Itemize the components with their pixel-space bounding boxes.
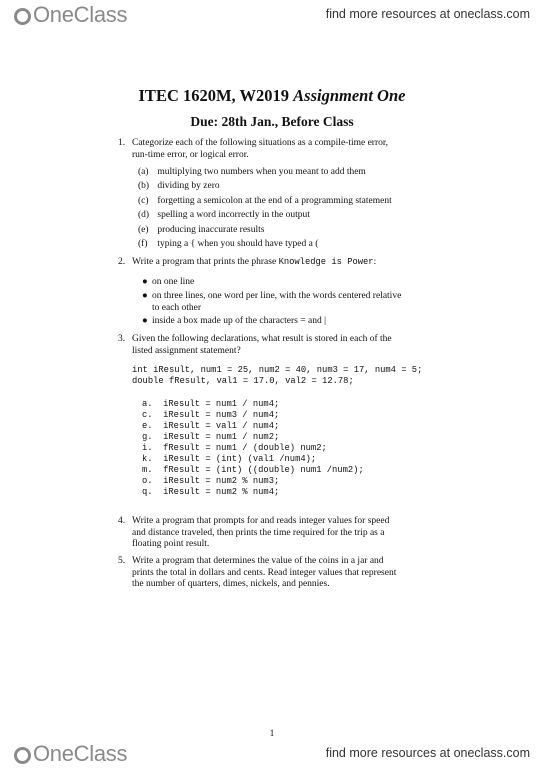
code-line: k. iResult = (int) (val1 /num4);	[142, 454, 317, 464]
list-item: (b) dividing by zero	[138, 181, 220, 191]
list-item: (d) spelling a word incorrectly in the output	[138, 210, 310, 220]
bullet-icon: ●	[142, 316, 148, 326]
code-phrase: Knowledge is Power	[278, 257, 374, 267]
code-line: q. iResult = num2 % num4;	[142, 487, 280, 497]
course-title: ITEC 1620M, W2019	[138, 86, 294, 105]
logo-text: OneClass	[33, 2, 128, 27]
code-line: a. iResult = num1 / num4;	[142, 399, 280, 409]
assignment-subtitle: Assignment One	[293, 86, 406, 105]
list-item: (e) producing inaccurate results	[138, 224, 265, 235]
question-number: 4.	[118, 516, 126, 526]
question-text-line: Write a program that prompts for and reads integer values for speed	[132, 516, 390, 526]
code-line: double fResult, val1 = 17.0, val2 = 12.78;	[132, 376, 354, 386]
bullet-icon: ●	[142, 277, 148, 287]
list-item: ● on three lines, one word per line, with the words centered relative to each other	[142, 291, 402, 313]
logo-ring-icon	[14, 747, 31, 764]
due-date: Due: 28th Jan., Before Class	[190, 114, 354, 129]
code-line: o. iResult = num2 % num3;	[142, 476, 280, 486]
question-text-line: run-time error, or logical error.	[132, 149, 249, 160]
question-text-line: and distance traveled, then prints the time required for the trip as a	[132, 527, 385, 538]
question-number: 1.	[118, 138, 126, 148]
question-number: 5.	[118, 556, 126, 566]
code-line: c. iResult = num3 / num4;	[142, 410, 280, 420]
oneclass-logo	[14, 741, 127, 767]
code-line: e. iResult = val1 / num4;	[142, 421, 280, 431]
list-item: (f) typing a { when you should have typed a (	[138, 239, 319, 249]
bullet-icon: ●	[142, 291, 148, 301]
question-text-line: prints the total in dollars and cents. Read integer values that represent	[132, 567, 397, 578]
list-item: (c) forgetting a semicolon at the end of a programming statement	[138, 195, 392, 206]
code-line: i. fResult = num1 / (double) num2;	[142, 443, 327, 453]
find-more-link[interactable]: find more resources at oneclass.com	[325, 746, 530, 760]
oneclass-logo	[14, 2, 127, 28]
logo-text: OneClass	[33, 741, 128, 766]
list-item: ● inside a box made up of the characters = and |	[142, 316, 326, 326]
question-number: 3.	[118, 334, 126, 344]
question-number: 2.	[118, 257, 126, 267]
assignment-title	[0, 86, 544, 106]
question-text-line: Categorize each of the following situations as a compile-time error,	[132, 138, 389, 148]
list-item: (a) multiplying two numbers when you meant to add them	[138, 167, 366, 177]
code-line: m. fResult = (int) ((double) num1 /num2);	[142, 465, 364, 475]
question-text-line: Given the following declarations, what result is stored in each of the	[132, 334, 392, 344]
page-number: 1	[269, 729, 275, 739]
find-more-link[interactable]: find more resources at oneclass.com	[325, 7, 530, 21]
question-text-line: the number of quarters, dimes, nickels, and pennies.	[132, 579, 330, 589]
question-text-line: floating point result.	[132, 539, 210, 549]
logo-ring-icon	[14, 8, 31, 25]
code-line: int iResult, num1 = 25, num2 = 40, num3 = 17, num4 = 5;	[132, 365, 423, 375]
question-text-line: Write a program that prints the phrase Knowledge is Power:	[132, 257, 377, 267]
question-text-line: listed assignment statement?	[132, 345, 241, 356]
question-text-line: Write a program that determines the value of the coins in a jar and	[132, 556, 384, 566]
code-line: g. iResult = num1 / num2;	[142, 432, 280, 442]
list-item: ● on one line	[142, 277, 195, 287]
